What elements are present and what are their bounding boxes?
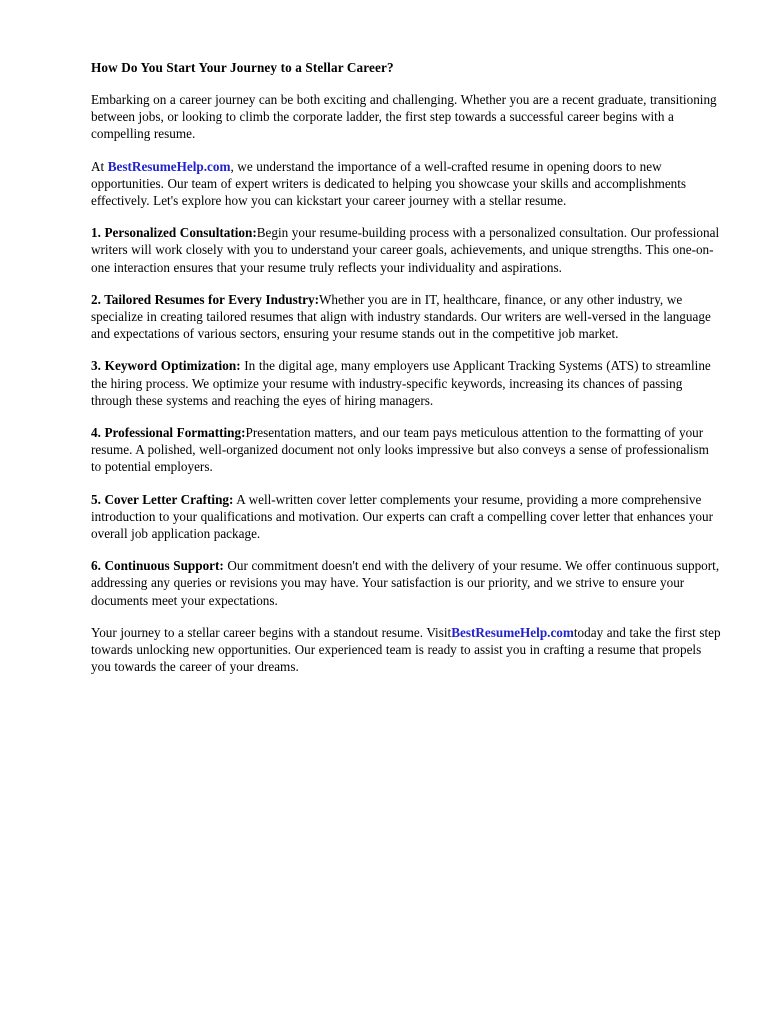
section-5-lead: 5. Cover Letter Crafting: (91, 491, 234, 507)
about-paragraph (91, 158, 721, 210)
section-6 (91, 557, 721, 609)
section-3-lead: 3. Keyword Optimization: (91, 358, 241, 374)
section-2-lead: 2. Tailored Resumes for Every Industry: (91, 291, 319, 307)
closing-prefix: Your journey to a stellar career begins with a standout resume. Visit (91, 624, 452, 640)
about-suffix: , we understand the importance of a well-crafted resume in opening doors to new opportunities. Our team of expert writers is dedicated to helping you showcase your skills and accomplishments effectively. Let's explore how you can kickstart your career journey with a stellar resume. (91, 158, 687, 209)
section-3-body: In the digital age, many employers use Applicant Tracking Systems (ATS) to streamline the hiring process. We optimize your resume with industry-specific keywords, increasing its chances of passing through these systems and reaching the eyes of hiring managers. (91, 358, 711, 408)
bestresumehelp-link-2[interactable]: BestResumeHelp.com (451, 624, 574, 640)
section-2-body: Whether you are in IT, healthcare, finance, or any other industry, we specialize in creating tailored resumes that align with industry standards. Our writers are well-versed in the language and expectations of various sectors, ensuring your resume stands out in the competitive job market. (91, 291, 711, 342)
section-3 (91, 357, 721, 409)
section-1-lead: 1. Personalized Consultation: (91, 225, 257, 241)
bestresumehelp-link-1[interactable]: BestResumeHelp.com (107, 158, 231, 174)
section-4 (91, 424, 721, 476)
section-1 (91, 224, 721, 276)
section-2 (91, 291, 721, 343)
document-body (91, 59, 721, 675)
closing-paragraph (91, 624, 721, 676)
section-5 (91, 491, 721, 543)
section-1-body: Begin your resume-building process with a personalized consultation. Our professional writers will work closely with you to understand your career goals, achievements, and unique strengths. This one-on-one interaction ensures that your resume truly reflects your individuality and aspirations. (91, 225, 720, 275)
intro-paragraph: Embarking on a career journey can be both exciting and challenging. Whether you are a recent graduate, transitioning between jobs, or looking to climb the corporate ladder, the first step towards a successful career begins with a compelling resume. (91, 92, 717, 142)
section-6-lead: 6. Continuous Support: (91, 558, 224, 574)
page-title: How Do You Start Your Journey to a Stellar Career? (91, 60, 394, 75)
about-prefix: At (91, 158, 108, 174)
closing-suffix: today and take the first step towards unlocking new opportunities. Our experienced team is ready to assist you in crafting a resume that propels you towards the career of your dreams. (91, 624, 721, 675)
section-6-body: Our commitment doesn't end with the delivery of your resume. We offer continuous support, addressing any queries or revisions you may have. Your satisfaction is our priority, and we strive to ensure your documents meet your expectations. (91, 558, 720, 608)
section-4-body: Presentation matters, and our team pays meticulous attention to the formatting of your resume. A polished, well-organized document not only looks impressive but also conveys a sense of professionalism to potential employers. (91, 425, 709, 475)
section-4-lead: 4. Professional Formatting: (91, 425, 246, 441)
section-5-body: A well-written cover letter complements your resume, providing a more comprehensive introduction to your qualifications and motivation. Our experts can craft a compelling cover letter that enhances your overall job application package. (91, 491, 714, 542)
